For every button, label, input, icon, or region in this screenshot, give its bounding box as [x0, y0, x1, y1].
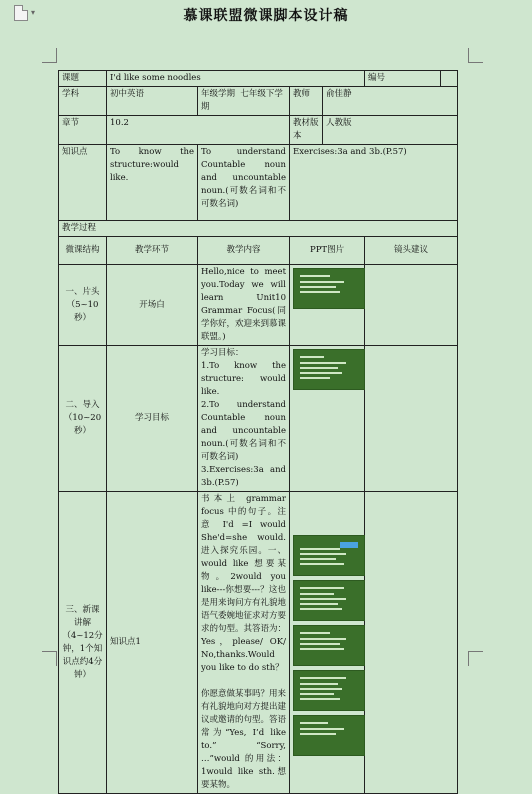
- knowledge-point-3: Exercises:3a and 3b.(P.57): [290, 145, 458, 221]
- content-line: 2.To understand Countable noun and uncountable noun.(可数名词和不可数名词): [201, 400, 286, 462]
- topic-label: 课题: [59, 71, 107, 87]
- ppt-slide-thumbnail: [293, 670, 365, 711]
- shot-cell: [365, 492, 458, 794]
- ppt-slide-thumbnail: [293, 715, 365, 756]
- grade-value: 七年级下学期: [201, 89, 283, 112]
- edition-value: 人教版: [323, 116, 458, 145]
- chapter-value: 10.2: [107, 116, 290, 145]
- chapter-label: 章节: [59, 116, 107, 145]
- content-paragraph: 书本上 grammar focus 中的句子。注意 I'd =I would She'd=she would.进入探究乐园。一、would like 想要某物。2would you like---你想要---？这也是用来询问方有礼貌地语气委婉地征求对方要求的句型。其答语为：Yes，please/ OK/ No,thanks.Would you like to do sth？: [201, 494, 287, 673]
- crop-mark-bottom-right: [468, 651, 483, 666]
- header-shot: 镜头建议: [365, 237, 458, 265]
- ppt-slide-thumbnail: [293, 625, 365, 666]
- subject-label: 学科: [59, 87, 107, 116]
- ppt-cell: [290, 346, 365, 492]
- structure-cell: 一、片头（5~10秒）: [59, 265, 107, 346]
- content-paragraph: 你愿意做某事吗？用来有礼貌地向对方提出建议或邀请的句型。答语常为“Yes, I’d like to.” “Sorry, …”would 的用法：1would like sth.想要某物。: [201, 689, 287, 790]
- content-cell: Hello,nice to meet you.Today we will learn Unit10 Grammar Focus(同学你好，欢迎来到慕课联盟。): [198, 265, 290, 346]
- structure-cell: 二、导入（10~20秒）: [59, 346, 107, 492]
- knowledge-point-2: To understand Countable noun and uncountable noun.(可数名词和不可数名词): [198, 145, 290, 221]
- ppt-slide-thumbnail: [293, 268, 365, 309]
- step-cell: 知识点1: [107, 492, 198, 794]
- step-cell: 学习目标: [107, 346, 198, 492]
- table-row: [59, 265, 458, 346]
- header-structure: 微课结构: [59, 237, 107, 265]
- ppt-cell: [290, 492, 365, 794]
- number-value: [441, 71, 458, 87]
- crop-mark-top-right: [468, 48, 483, 63]
- grade-term: [198, 87, 290, 116]
- number-label: 编号: [365, 71, 441, 87]
- script-table: [58, 70, 458, 794]
- subject-value: 初中英语: [107, 87, 198, 116]
- ppt-slide-thumbnail: [293, 349, 365, 390]
- knowledge-point-1: To know the structure:would like.: [107, 145, 198, 221]
- content-line: 1.To know the structure: would like.: [201, 361, 286, 397]
- content-line: 学习目标：: [201, 348, 244, 358]
- header-ppt: PPT图片: [290, 237, 365, 265]
- shot-cell: [365, 265, 458, 346]
- header-content: 教学内容: [198, 237, 290, 265]
- edition-label: 教材版本: [290, 116, 323, 145]
- crop-mark-top-left: [42, 48, 57, 63]
- page-title: 慕课联盟微课脚本设计稿: [183, 8, 349, 24]
- knowledge-label: 知识点: [59, 145, 107, 221]
- dropdown-caret-icon[interactable]: ▾: [31, 8, 36, 17]
- ppt-cell: [290, 265, 365, 346]
- teacher-value: 俞佳静: [323, 87, 458, 116]
- ppt-slide-thumbnail: [293, 535, 365, 576]
- shot-cell: [365, 346, 458, 492]
- crop-mark-bottom-left: [42, 651, 57, 666]
- table-row: [59, 346, 458, 492]
- teacher-label: 教师: [290, 87, 323, 116]
- grade-label: 年级学期: [201, 89, 236, 99]
- content-cell: [198, 492, 290, 794]
- ppt-slide-thumbnail: [293, 580, 365, 621]
- topic-value: I'd like some noodles: [107, 71, 365, 87]
- content-line: 3.Exercises:3a and 3b.(P.57): [201, 465, 286, 488]
- process-label: 教学过程: [59, 221, 458, 237]
- step-cell: 开场白: [107, 265, 198, 346]
- table-row: [59, 492, 458, 794]
- header-step: 教学环节: [107, 237, 198, 265]
- structure-cell: 三、新课讲解（4~12分钟，1个知识点约4分钟）: [59, 492, 107, 794]
- content-cell: [198, 346, 290, 492]
